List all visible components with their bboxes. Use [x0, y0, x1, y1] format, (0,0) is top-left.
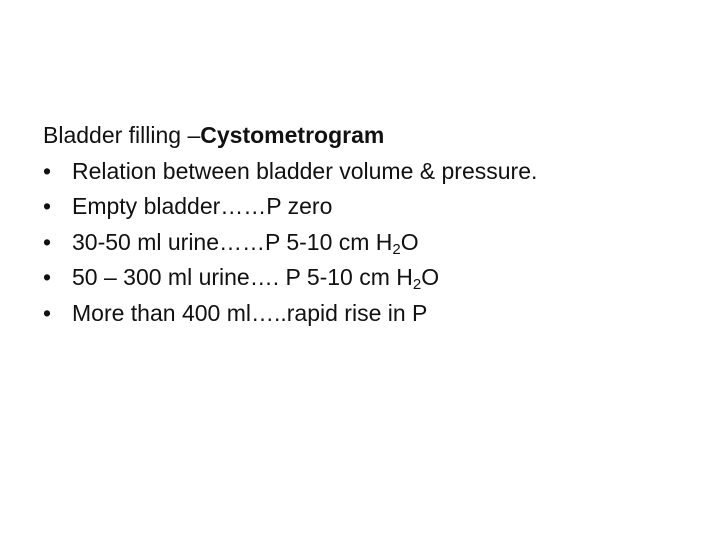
- bullet-item: [43, 260, 703, 296]
- bullet-text: More than 400 ml…..rapid rise in P: [72, 299, 428, 326]
- bullet-item: [43, 154, 703, 190]
- bullet-text: 30-50 ml urine……P 5-10 cm H: [72, 228, 393, 255]
- heading-bold-term: Cystometrogram: [200, 122, 385, 148]
- bullet-dot: •: [43, 157, 52, 184]
- subscript: 2: [392, 240, 401, 258]
- bullet-text: Relation between bladder volume & pressure.: [72, 157, 538, 184]
- bullet-dot: •: [43, 193, 52, 219]
- bullet-item: [43, 296, 703, 332]
- subscript: 2: [412, 276, 422, 293]
- bullet-text: 50 – 300 ml urine…. P 5-10 cm H: [72, 264, 413, 290]
- bullet-list: [43, 154, 703, 332]
- slide-content: [43, 118, 703, 331]
- bullet-text: Empty bladder……P zero: [72, 193, 333, 219]
- bullet-dot: •: [43, 228, 52, 255]
- heading-prefix: Bladder filling –: [43, 122, 201, 148]
- bullet-text-after: O: [400, 228, 419, 255]
- bullet-item: [43, 225, 703, 261]
- slide-heading: [43, 118, 703, 154]
- bullet-dot: •: [43, 264, 52, 290]
- bullet-item: [43, 189, 703, 225]
- bullet-text-after: O: [421, 264, 440, 290]
- bullet-dot: •: [43, 299, 52, 326]
